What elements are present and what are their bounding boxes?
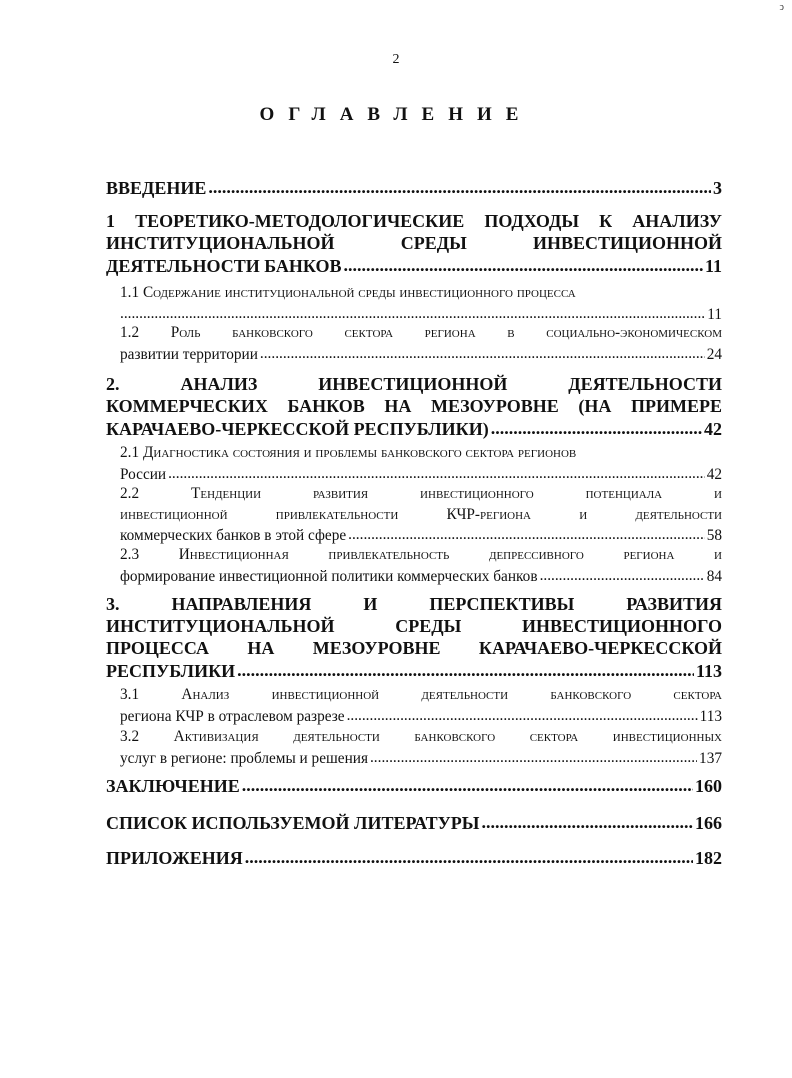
toc-entry-line: ИНСТИТУЦИОНАЛЬНОЙ СРЕДЫ ИНВЕСТИЦИОННОЙ: [106, 233, 722, 253]
dot-leader: [260, 344, 705, 359]
toc-entry-line: КОММЕРЧЕСКИХ БАНКОВ НА МЕЗОУРОВНЕ (НА ПРИМЕРЕ: [106, 396, 722, 416]
toc-entry-line: 1 ТЕОРЕТИКО-МЕТОДОЛОГИЧЕСКИЕ ПОДХОДЫ К АНАЛИЗУ: [106, 211, 722, 231]
toc-page-number: 58: [706, 527, 722, 545]
toc-leader-line: [120, 464, 722, 486]
toc-page-number: 113: [699, 707, 722, 725]
toc-leader-line: [120, 706, 722, 728]
dot-leader: [347, 706, 698, 721]
toc-page-number: 42: [706, 465, 722, 483]
toc-leader-line: [106, 811, 722, 834]
toc-entry-line: 2. АНАЛИЗ ИНВЕСТИЦИОННОЙ ДЕЯТЕЛЬНОСТИ: [106, 374, 722, 394]
dot-leader: [245, 846, 693, 864]
toc-entry-text: ДЕЯТЕЛЬНОСТИ БАНКОВ: [106, 256, 342, 276]
toc-leader-line: [106, 659, 722, 682]
toc-page-number: 11: [704, 256, 722, 276]
toc-entry-text: услуг в регионе: проблемы и решения: [120, 749, 368, 767]
toc-entry-line: 3.1 Анализ инвестиционной деятельности банковского сектора: [120, 686, 722, 703]
toc-page-number: 137: [699, 749, 722, 767]
dot-leader: [348, 525, 705, 540]
toc-leader-line: [120, 344, 722, 366]
toc-entry-chapter-3[interactable]: [106, 593, 722, 682]
toc-entry-line: 2.2 Тенденции развития инвестиционного потенциала и: [120, 485, 722, 502]
toc-page-number: 113: [695, 661, 722, 681]
dot-leader: [208, 176, 711, 194]
toc-leader-line: [120, 566, 722, 588]
toc-entry-line: 3.2 Активизация деятельности банковского сектора инвестиционных: [120, 728, 722, 745]
dot-leader: [491, 417, 702, 435]
toc-entry-section-3-1[interactable]: [120, 685, 722, 727]
dot-leader: [343, 254, 703, 272]
toc-entry-section-2-1[interactable]: [120, 443, 722, 485]
toc-page-number: 11: [707, 305, 722, 323]
toc-entry-text: СПИСОК ИСПОЛЬЗУЕМОЙ ЛИТЕРАТУРЫ: [106, 813, 480, 833]
toc-entry-line: 1.1 Содержание институциональной среды инвестиционного процесса: [120, 284, 576, 301]
toc-entry-references[interactable]: [106, 811, 722, 834]
toc-entry-text: ВВЕДЕНИЕ: [106, 178, 207, 198]
toc-page-number: 84: [706, 567, 722, 585]
toc-entry-chapter-1[interactable]: [106, 210, 722, 277]
toc-entry-text: развитии территории: [120, 345, 258, 363]
toc-entry-text: КАРАЧАЕВО-ЧЕРКЕССКОЙ РЕСПУБЛИКИ): [106, 419, 489, 439]
toc-entry-section-1-2[interactable]: [120, 323, 722, 365]
toc-entry-line: 2.1 Диагностика состояния и проблемы банковского сектора регионов: [120, 444, 577, 461]
toc-entry-line: 1.2 Роль банковского сектора региона в социально-экономическом: [120, 324, 722, 341]
toc-title: ОГЛАВЛЕНИЕ: [259, 104, 533, 125]
toc-entry-section-2-2[interactable]: [120, 484, 722, 547]
dot-leader: [370, 748, 697, 763]
toc-entry-chapter-2[interactable]: [106, 373, 722, 440]
toc-entry-text: России: [120, 465, 167, 483]
toc-entry-line: инвестиционной привлекательности КЧР-региона и деятельности: [120, 505, 722, 523]
toc-entry-appendices[interactable]: [106, 846, 722, 869]
page-number: 2: [392, 52, 400, 67]
dot-leader: [540, 566, 705, 581]
toc-entry-line: 2.3 Инвестиционная привлекательность депрессивного региона и: [120, 546, 722, 563]
toc-entry-line: ПРОЦЕССА НА МЕЗОУРОВНЕ КАРАЧАЕВО-ЧЕРКЕССКОЙ: [106, 638, 722, 658]
toc-leader-line: [106, 176, 722, 199]
toc-page-number: 3: [713, 178, 722, 198]
toc-entry-line: 3. НАПРАВЛЕНИЯ И ПЕРСПЕКТИВЫ РАЗВИТИЯ: [106, 594, 722, 614]
toc-entry-text: региона КЧР в отраслевом разрезе: [120, 707, 345, 725]
dot-leader: [120, 304, 705, 319]
dot-leader: [237, 659, 694, 677]
toc-page-number: 182: [695, 848, 722, 868]
toc-entry-section-2-3[interactable]: [120, 545, 722, 587]
toc-leader-line: [106, 774, 722, 797]
toc-entry-conclusion[interactable]: [106, 774, 722, 797]
dot-leader: [168, 464, 705, 479]
toc-entry-line: ИНСТИТУЦИОНАЛЬНОЙ СРЕДЫ ИНВЕСТИЦИОННОГО: [106, 616, 722, 636]
margin-mark: ↄ: [779, 2, 784, 13]
toc-leader-line: [106, 254, 722, 277]
dot-leader: [481, 811, 693, 829]
toc-page-number: 166: [695, 813, 722, 833]
toc-page-number: 42: [704, 419, 722, 439]
toc-page-number: 24: [706, 345, 722, 363]
toc-leader-line: [106, 417, 722, 440]
toc-entry-text: коммерческих банков в этой сфере: [120, 527, 347, 545]
toc-entry-text: формирование инвестиционной политики коммерческих банков: [120, 567, 538, 585]
toc-entry-text: РЕСПУБЛИКИ: [106, 661, 236, 681]
toc-leader-line: [120, 748, 722, 770]
toc-entry-text: ПРИЛОЖЕНИЯ: [106, 848, 243, 868]
toc-entry-section-3-2[interactable]: [120, 727, 722, 769]
toc-entry-text: ЗАКЛЮЧЕНИЕ: [106, 776, 240, 796]
toc-entry-introduction[interactable]: [106, 176, 722, 199]
toc-leader-line: [106, 846, 722, 869]
dot-leader: [242, 774, 693, 792]
toc-page-number: 160: [695, 776, 722, 796]
toc-entry-section-1-1[interactable]: [120, 283, 722, 325]
toc-leader-line: [120, 525, 722, 547]
